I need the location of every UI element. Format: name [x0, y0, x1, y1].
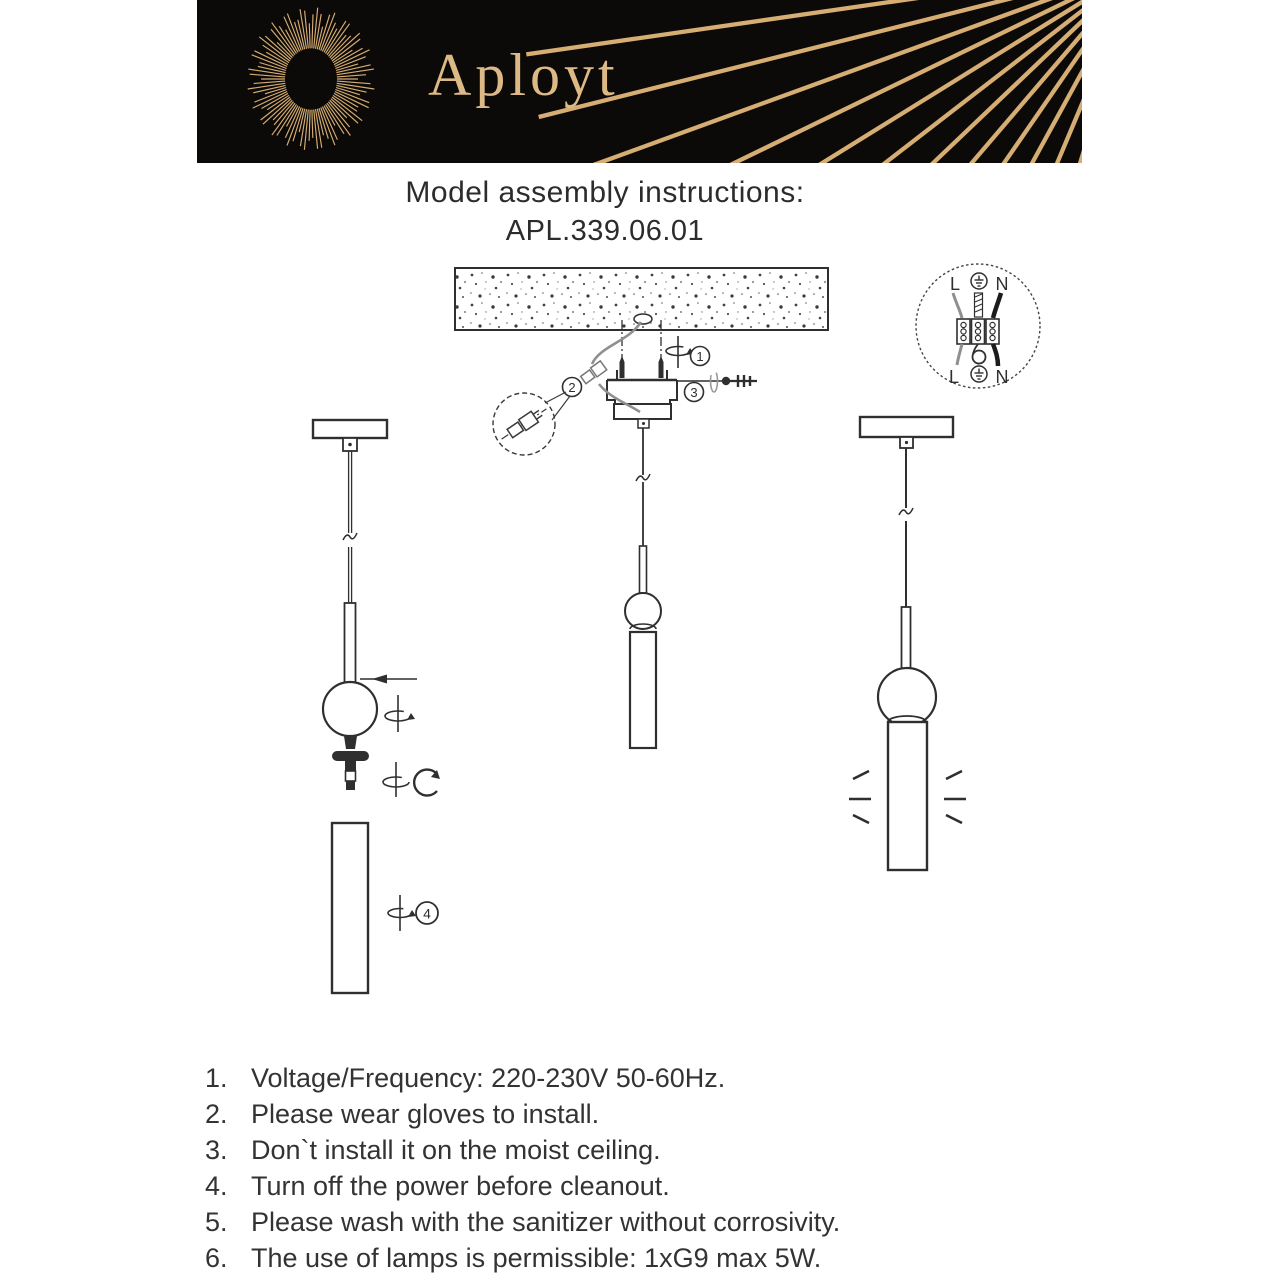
- list-item: [205, 1136, 840, 1164]
- list-item: [205, 1244, 840, 1272]
- item-number: 5.: [205, 1207, 228, 1237]
- terminal-block: [957, 319, 999, 344]
- list-item: [205, 1064, 840, 1092]
- screw-icon: [620, 356, 664, 378]
- svg-text:2: 2: [568, 380, 576, 395]
- item-text: Please wear gloves to install.: [251, 1099, 600, 1129]
- item-number: 2.: [205, 1099, 228, 1129]
- item-text: Voltage/Frequency: 220-230V 50-60Hz.: [251, 1063, 726, 1093]
- balloon-1: [691, 347, 710, 366]
- balloon-2: [563, 378, 582, 397]
- assembled-lamp-figure: [849, 417, 966, 870]
- instructions-list: [205, 1064, 840, 1280]
- rotation-arrow-icon: [666, 336, 694, 368]
- item-number: 6.: [205, 1243, 228, 1273]
- rotation-arrow-icon: [388, 895, 416, 931]
- item-text: Turn off the power before cleanout.: [251, 1171, 670, 1201]
- wire-label-L-bottom: L: [948, 367, 960, 387]
- wire-connector-icon: [580, 361, 607, 385]
- wire-label-N-top: N: [995, 274, 1009, 294]
- brand-name: Aployt: [428, 42, 619, 108]
- model-number: APL.339.06.01: [505, 215, 705, 247]
- rotation-arrow-icon: [383, 762, 440, 797]
- balloon-4: [416, 902, 438, 924]
- item-number: 1.: [205, 1063, 228, 1093]
- hanging-lamp-figure: [625, 428, 661, 748]
- wiring-diagram: [916, 264, 1040, 388]
- item-number: 3.: [205, 1135, 228, 1165]
- list-item: [205, 1100, 840, 1128]
- ceiling-slab: [455, 268, 828, 330]
- detail-circle: [493, 392, 570, 455]
- svg-text:1: 1: [696, 349, 704, 364]
- list-item: [205, 1208, 840, 1236]
- item-text: Don`t install it on the moist ceiling.: [251, 1135, 661, 1165]
- svg-text:3: 3: [690, 385, 698, 400]
- item-text: The use of lamps is permissible: 1xG9 max 5W.: [251, 1243, 822, 1273]
- wire-label-N-bottom: N: [995, 367, 1009, 387]
- rotation-arrow-icon: [385, 695, 415, 732]
- svg-text:4: 4: [423, 905, 431, 922]
- item-text: Please wash with the sanitizer without corrosivity.: [251, 1207, 841, 1237]
- list-item: [205, 1172, 840, 1200]
- title-text: Model assembly instructions:: [405, 176, 805, 209]
- balloon-3: [685, 383, 704, 402]
- ground-wire: [975, 293, 983, 317]
- wire-label-L-top: L: [949, 274, 961, 294]
- mounting-assembly-figure: [580, 320, 757, 748]
- item-number: 4.: [205, 1171, 228, 1201]
